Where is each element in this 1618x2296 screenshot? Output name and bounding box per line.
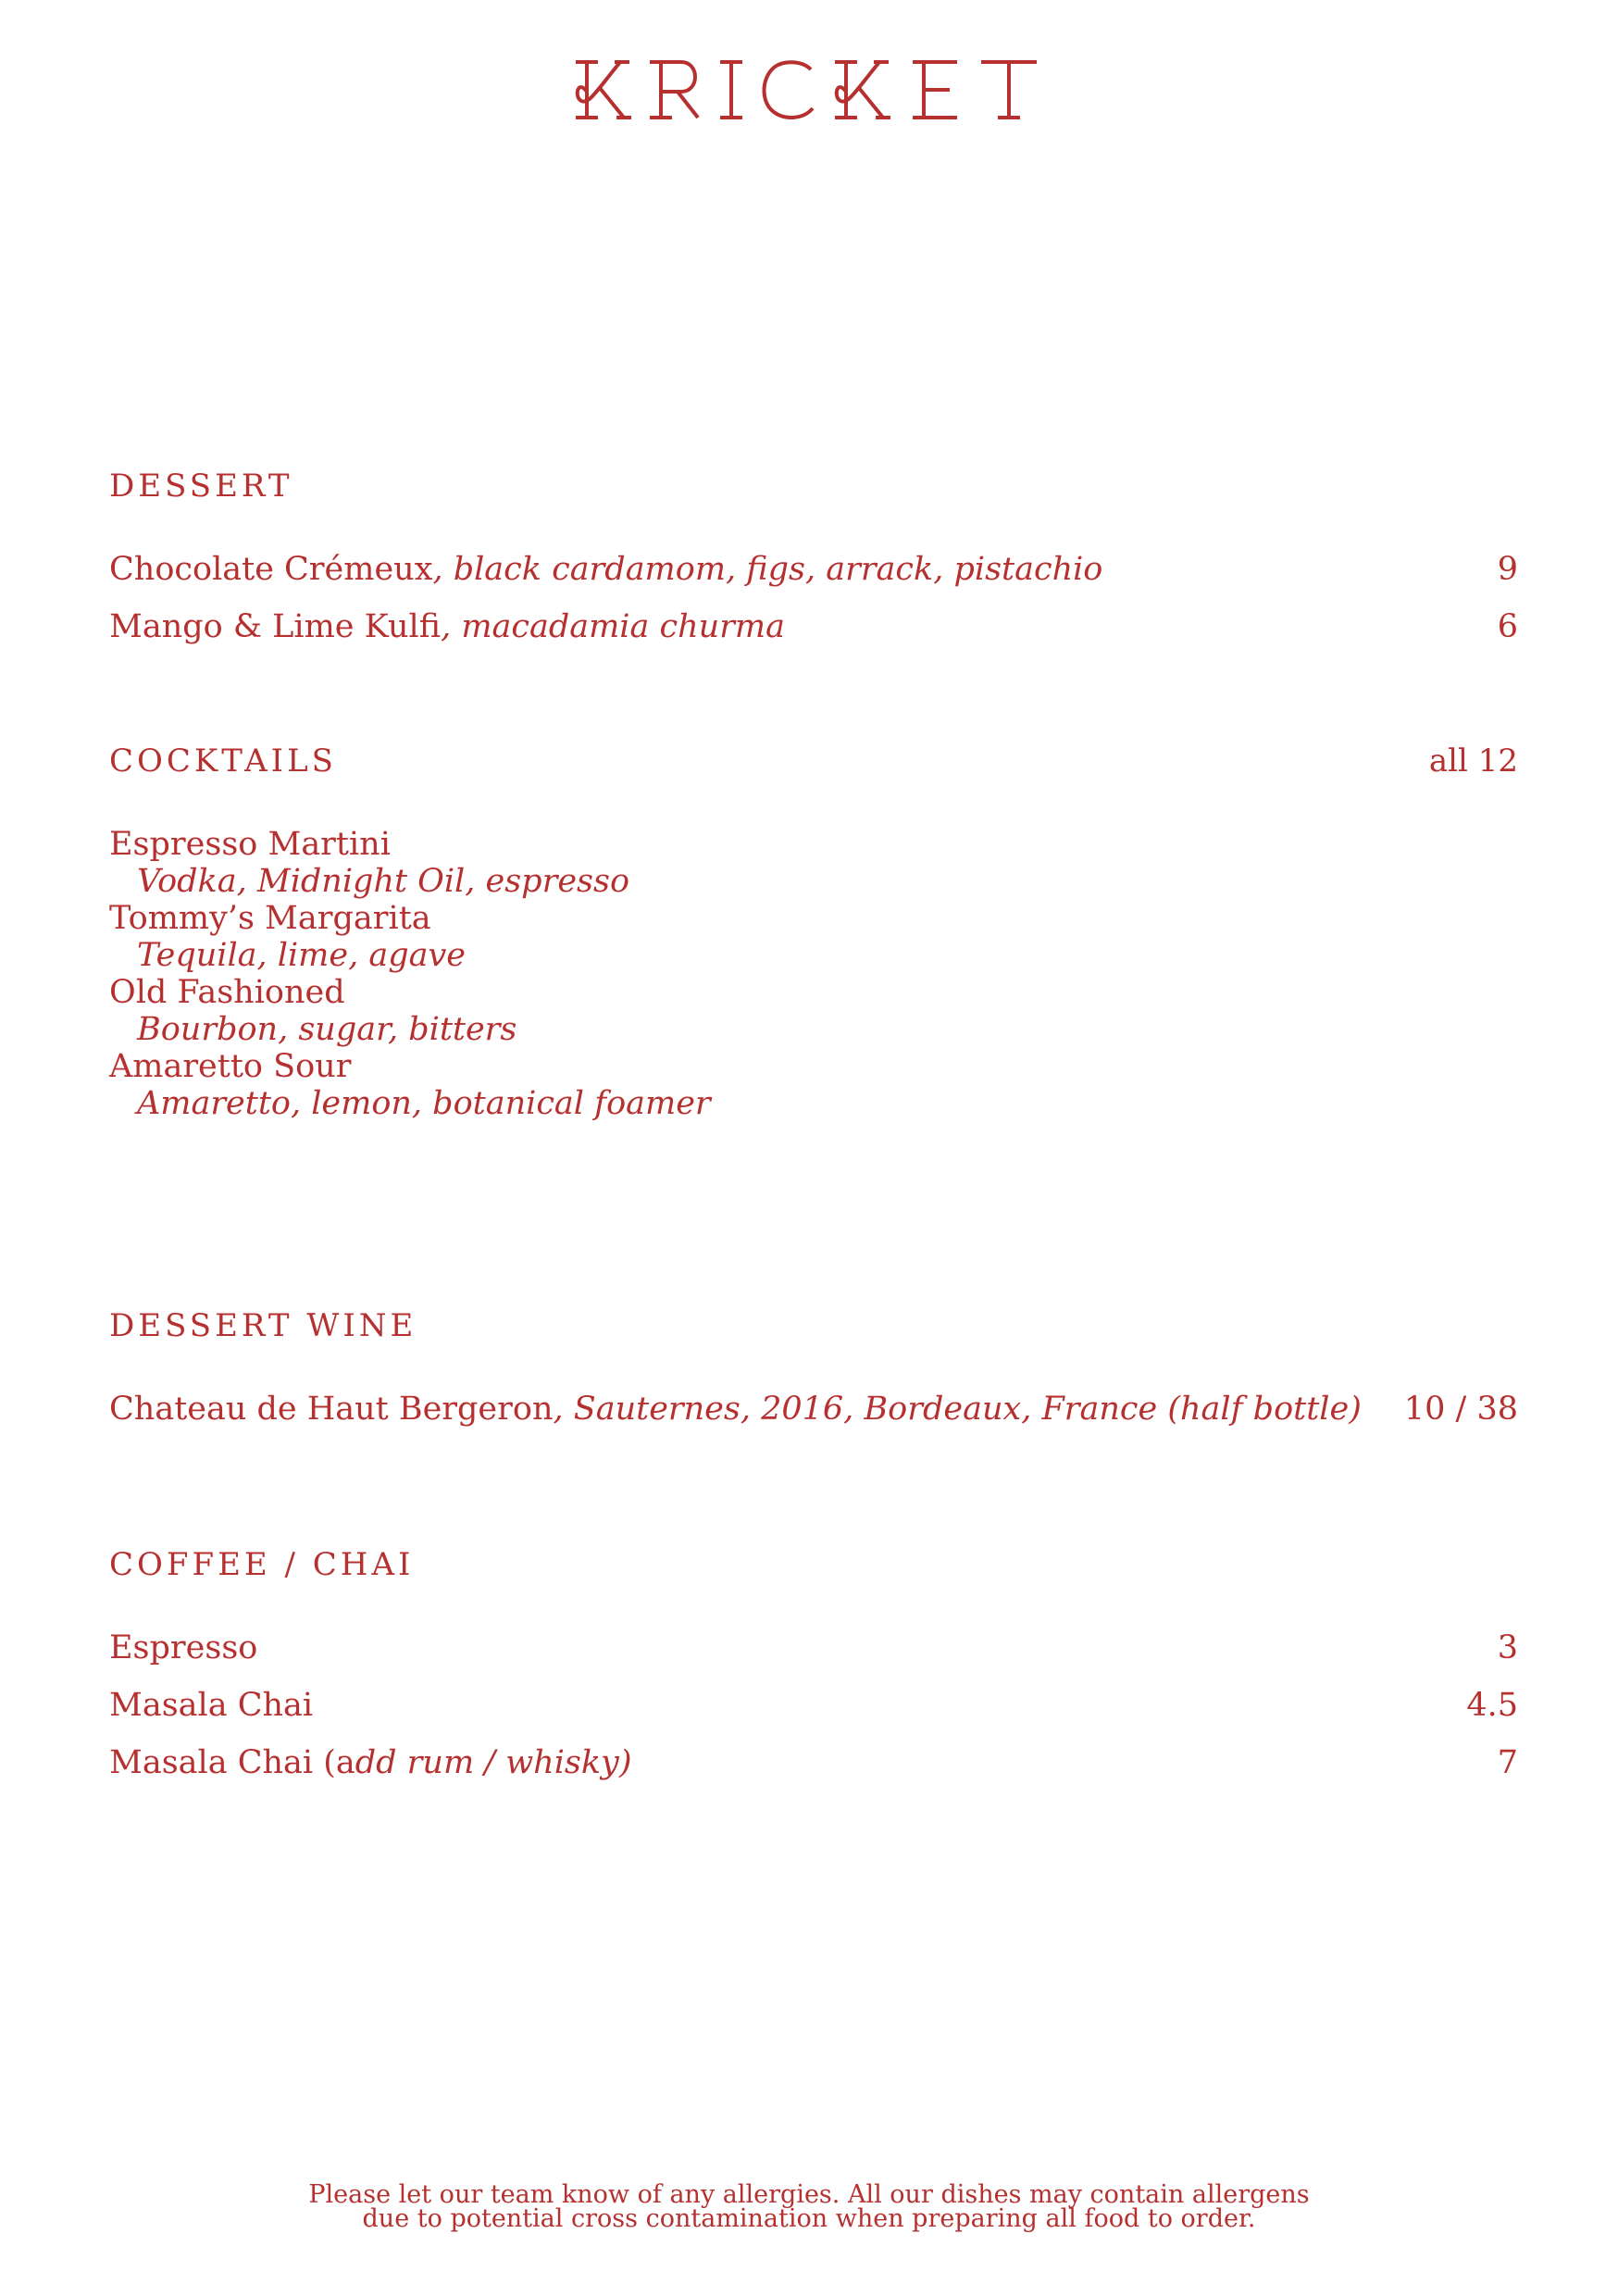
brand-logo bbox=[0, 51, 1618, 134]
dessert-wine-heading: DESSERT WINE bbox=[109, 1307, 417, 1344]
dessert-section bbox=[109, 468, 1518, 645]
cocktails-price: all 12 bbox=[1428, 742, 1518, 780]
cocktails-section bbox=[109, 742, 1518, 1122]
coffee-section bbox=[109, 1546, 1518, 1781]
menu-item bbox=[109, 1391, 1518, 1428]
menu-item bbox=[109, 1687, 1518, 1744]
item-price: 9 bbox=[1497, 551, 1518, 588]
cocktail-name: Amaretto Sour bbox=[109, 1048, 352, 1085]
item-price: 3 bbox=[1497, 1629, 1518, 1666]
menu-item bbox=[109, 551, 1518, 608]
kricket-wordmark bbox=[568, 51, 1050, 134]
cocktail-name: Espresso Martini bbox=[109, 826, 391, 863]
item-price: 7 bbox=[1497, 1744, 1518, 1781]
item-name: Masala Chai bbox=[109, 1687, 314, 1724]
cocktail-name: Old Fashioned bbox=[109, 974, 345, 1011]
cocktail-ingredients: Vodka, Midnight Oil, espresso bbox=[137, 863, 630, 900]
item-description: dd rum / whisky) bbox=[355, 1744, 632, 1781]
cocktail-ingredients: Bourbon, sugar, bitters bbox=[137, 1011, 517, 1048]
item-price: 6 bbox=[1497, 608, 1518, 645]
item-description: , black cardamom, figs, arrack, pistachio bbox=[432, 551, 1103, 588]
item-description: , macadamia churma bbox=[441, 608, 785, 645]
menu-item bbox=[109, 608, 1518, 645]
menu-item bbox=[109, 1629, 1518, 1687]
item-price: 10 / 38 bbox=[1403, 1391, 1518, 1428]
cocktail-ingredients: Tequila, lime, agave bbox=[137, 937, 466, 974]
allergy-notice-line-2: due to potential cross contamination when preparing all food to order. bbox=[362, 2204, 1256, 2233]
cocktail-name: Tommy’s Margarita bbox=[109, 900, 431, 937]
dessert-heading: DESSERT bbox=[109, 468, 293, 505]
item-name: Espresso bbox=[109, 1629, 258, 1666]
item-description: , Sauternes, 2016, Bordeaux, France (half bottle) bbox=[553, 1391, 1362, 1428]
item-name: Masala Chai (a bbox=[109, 1744, 355, 1781]
dessert-wine-section bbox=[109, 1307, 1518, 1428]
cocktails-heading: COCKTAILS all 12 bbox=[109, 742, 1518, 780]
item-name: Chocolate Crémeux bbox=[109, 551, 433, 588]
allergy-notice bbox=[0, 2180, 1618, 2233]
coffee-heading: COFFEE / CHAI bbox=[109, 1546, 415, 1583]
cocktail-ingredients: Amaretto, lemon, botanical foamer bbox=[137, 1085, 711, 1122]
allergy-notice-line-1: Please let our team know of any allergies. All our dishes may contain allergens bbox=[308, 2180, 1310, 2209]
item-name: Mango & Lime Kulfi bbox=[109, 608, 442, 645]
item-name: Chateau de Haut Bergeron bbox=[109, 1391, 554, 1428]
menu-item bbox=[109, 1744, 1518, 1781]
item-price: 4.5 bbox=[1466, 1687, 1518, 1724]
